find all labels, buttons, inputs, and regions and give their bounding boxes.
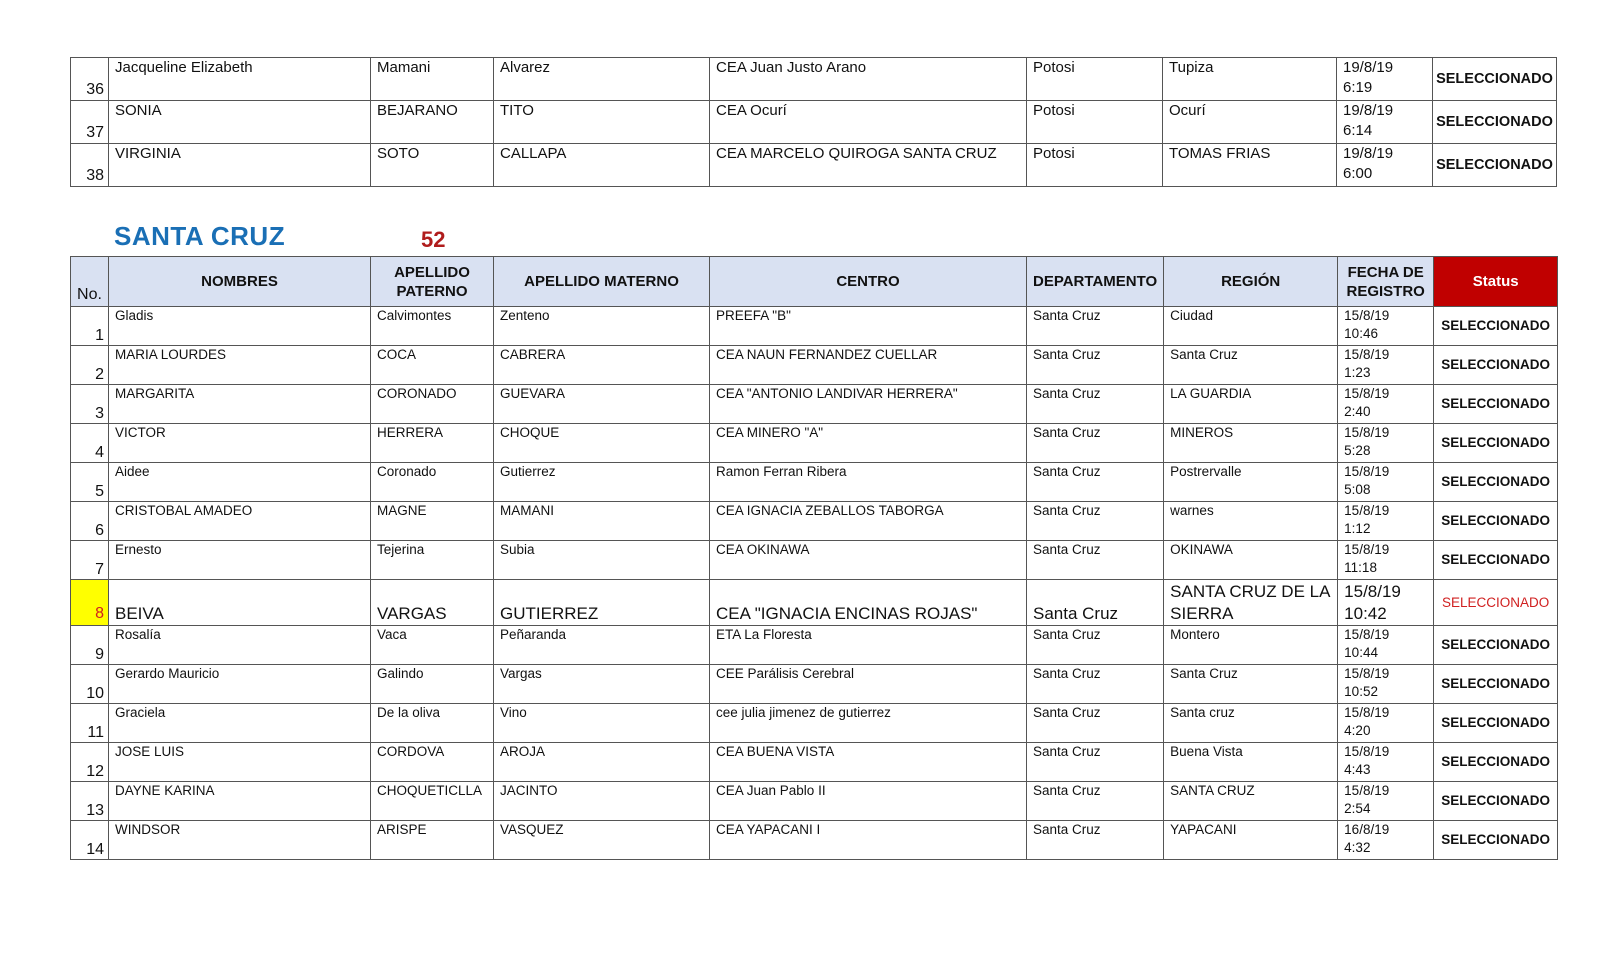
table-row [71, 307, 1558, 346]
cell-no: 13 [71, 782, 109, 821]
fecha-date: 19/8/19 [1343, 145, 1394, 162]
cell-apellido-paterno: BEJARANO [371, 101, 494, 144]
cell-fecha-registro [1338, 665, 1434, 704]
cell-centro: CEA MINERO "A" [710, 424, 1027, 463]
header-nombres: NOMBRES [109, 257, 371, 307]
cell-no: 38 [71, 144, 109, 187]
cell-fecha-registro [1338, 704, 1434, 743]
table-row [71, 665, 1558, 704]
cell-region: Ciudad [1164, 307, 1338, 346]
table-row [71, 821, 1558, 860]
cell-region: Santa Cruz [1164, 346, 1338, 385]
fecha-time: 6:00 [1343, 165, 1373, 182]
fecha-time: 2:40 [1344, 404, 1371, 419]
table-row [71, 580, 1558, 626]
cell-fecha-registro [1338, 463, 1434, 502]
table-row [71, 541, 1558, 580]
cell-status: SELECCIONADO [1434, 626, 1558, 665]
fecha-date: 15/8/19 [1344, 627, 1390, 642]
cell-region: MINEROS [1164, 424, 1338, 463]
header-centro: CENTRO [710, 257, 1027, 307]
cell-apellido-paterno: Coronado [371, 463, 494, 502]
fecha-time: 10:52 [1344, 684, 1378, 699]
cell-region: Postrervalle [1164, 463, 1338, 502]
table-row [71, 743, 1558, 782]
cell-apellido-materno: VASQUEZ [494, 821, 710, 860]
cell-fecha-registro [1338, 385, 1434, 424]
table-row [71, 704, 1558, 743]
cell-no: 36 [71, 58, 109, 101]
cell-no: 8 [71, 580, 109, 626]
cell-nombres: VIRGINIA [109, 144, 371, 187]
cell-apellido-paterno: CHOQUETICLLA [371, 782, 494, 821]
cell-apellido-materno: GUEVARA [494, 385, 710, 424]
cell-apellido-materno: CABRERA [494, 346, 710, 385]
cell-centro: CEA Juan Justo Arano [710, 58, 1027, 101]
cell-apellido-materno: AROJA [494, 743, 710, 782]
table-row [71, 463, 1558, 502]
fecha-date: 19/8/19 [1343, 102, 1394, 119]
cell-apellido-materno: MAMANI [494, 502, 710, 541]
cell-region: YAPACANI [1164, 821, 1338, 860]
cell-centro: ETA La Floresta [710, 626, 1027, 665]
fecha-date: 15/8/19 [1344, 666, 1390, 681]
cell-nombres: MARIA LOURDES [109, 346, 371, 385]
fecha-date: 15/8/19 [1344, 425, 1390, 440]
cell-nombres: SONIA [109, 101, 371, 144]
cell-departamento: Santa Cruz [1027, 782, 1164, 821]
cell-status: SELECCIONADO [1433, 144, 1557, 187]
cell-apellido-paterno: De la oliva [371, 704, 494, 743]
cell-no: 5 [71, 463, 109, 502]
cell-departamento: Santa Cruz [1027, 346, 1164, 385]
cell-departamento: Santa Cruz [1027, 385, 1164, 424]
cell-centro: CEA IGNACIA ZEBALLOS TABORGA [710, 502, 1027, 541]
cell-departamento: Santa Cruz [1027, 626, 1164, 665]
cell-centro: Ramon Ferran Ribera [710, 463, 1027, 502]
table-row [71, 346, 1558, 385]
cell-region: warnes [1164, 502, 1338, 541]
cell-apellido-paterno: CORONADO [371, 385, 494, 424]
cell-fecha-registro [1337, 101, 1433, 144]
fecha-time: 5:08 [1344, 482, 1371, 497]
cell-status: SELECCIONADO [1434, 541, 1558, 580]
header-fecha-line2: REGISTRO [1346, 282, 1425, 300]
fecha-date: 15/8/19 [1344, 783, 1390, 798]
cell-status: SELECCIONADO [1434, 743, 1558, 782]
cell-centro: CEA Ocurí [710, 101, 1027, 144]
santa-cruz-table-body [71, 307, 1558, 860]
header-fecha-registro [1338, 257, 1434, 307]
cell-no: 11 [71, 704, 109, 743]
cell-departamento: Santa Cruz [1027, 704, 1164, 743]
cell-region: Buena Vista [1164, 743, 1338, 782]
cell-fecha-registro [1338, 424, 1434, 463]
fecha-date: 15/8/19 [1344, 308, 1390, 323]
cell-apellido-materno: Peñaranda [494, 626, 710, 665]
cell-region: OKINAWA [1164, 541, 1338, 580]
cell-apellido-paterno: MAGNE [371, 502, 494, 541]
cell-apellido-materno: CHOQUE [494, 424, 710, 463]
header-fecha-line1: FECHA DE [1347, 263, 1424, 281]
cell-fecha-registro [1338, 541, 1434, 580]
cell-no: 10 [71, 665, 109, 704]
fecha-date: 16/8/19 [1344, 822, 1390, 837]
cell-centro: CEA BUENA VISTA [710, 743, 1027, 782]
cell-apellido-materno: Subia [494, 541, 710, 580]
cell-centro: cee julia jimenez de gutierrez [710, 704, 1027, 743]
cell-fecha-registro [1338, 626, 1434, 665]
fecha-date: 15/8/19 [1344, 386, 1390, 401]
header-apellido-paterno [371, 257, 494, 307]
fecha-date: 15/8/19 [1344, 347, 1390, 362]
cell-nombres: Jacqueline Elizabeth [109, 58, 371, 101]
cell-apellido-paterno: Tejerina [371, 541, 494, 580]
table-row [71, 626, 1558, 665]
fecha-time: 4:43 [1344, 762, 1371, 777]
cell-centro: PREEFA "B" [710, 307, 1027, 346]
table-row [71, 58, 1557, 101]
fecha-time: 1:12 [1344, 521, 1371, 536]
cell-apellido-materno: GUTIERREZ [494, 580, 710, 626]
cell-fecha-registro [1338, 782, 1434, 821]
cell-no: 1 [71, 307, 109, 346]
cell-departamento: Santa Cruz [1027, 743, 1164, 782]
fecha-time: 6:14 [1343, 122, 1373, 139]
cell-status: SELECCIONADO [1434, 502, 1558, 541]
cell-region: LA GUARDIA [1164, 385, 1338, 424]
fecha-time: 1:23 [1344, 365, 1371, 380]
cell-departamento: Potosi [1027, 58, 1163, 101]
cell-no: 7 [71, 541, 109, 580]
cell-nombres: Gladis [109, 307, 371, 346]
cell-region: SANTA CRUZ DE LA SIERRA [1164, 580, 1338, 626]
cell-departamento: Potosi [1027, 101, 1163, 144]
cell-nombres: JOSE LUIS [109, 743, 371, 782]
fecha-date: 15/8/19 [1344, 744, 1390, 759]
cell-apellido-paterno: Vaca [371, 626, 494, 665]
section-title: SANTA CRUZ [114, 221, 286, 251]
cell-centro: CEA "ANTONIO LANDIVAR HERRERA" [710, 385, 1027, 424]
cell-fecha-registro [1337, 144, 1433, 187]
cell-no: 4 [71, 424, 109, 463]
cell-no: 3 [71, 385, 109, 424]
fecha-date: 15/8/19 [1344, 464, 1390, 479]
cell-region: Santa Cruz [1164, 665, 1338, 704]
potosi-table-body [71, 58, 1557, 187]
cell-centro: CEE Parálisis Cerebral [710, 665, 1027, 704]
cell-fecha-registro [1338, 580, 1434, 626]
cell-departamento: Santa Cruz [1027, 463, 1164, 502]
fecha-date: 15/8/19 [1344, 503, 1390, 518]
cell-fecha-registro [1338, 502, 1434, 541]
cell-fecha-registro [1338, 821, 1434, 860]
cell-region: Tupiza [1163, 58, 1337, 101]
header-apellido-paterno-line2: PATERNO [396, 282, 468, 300]
cell-centro: CEA "IGNACIA ENCINAS ROJAS" [710, 580, 1027, 626]
cell-nombres: WINDSOR [109, 821, 371, 860]
cell-nombres: Gerardo Mauricio [109, 665, 371, 704]
cell-nombres: CRISTOBAL AMADEO [109, 502, 371, 541]
header-status: Status [1434, 257, 1558, 307]
header-no: No. [71, 257, 109, 307]
fecha-date: 15/8/19 [1344, 582, 1401, 601]
cell-no: 2 [71, 346, 109, 385]
cell-apellido-materno: JACINTO [494, 782, 710, 821]
table-header-row [71, 257, 1558, 307]
cell-apellido-paterno: Galindo [371, 665, 494, 704]
cell-fecha-registro [1338, 743, 1434, 782]
cell-apellido-paterno: ARISPE [371, 821, 494, 860]
cell-departamento: Santa Cruz [1027, 665, 1164, 704]
cell-status: SELECCIONADO [1434, 424, 1558, 463]
cell-departamento: Potosi [1027, 144, 1163, 187]
cell-status: SELECCIONADO [1434, 782, 1558, 821]
cell-departamento: Santa Cruz [1027, 502, 1164, 541]
fecha-time: 6:19 [1343, 79, 1373, 96]
fecha-time: 2:54 [1344, 801, 1371, 816]
section-count: 52 [421, 227, 446, 252]
cell-nombres: BEIVA [109, 580, 371, 626]
cell-nombres: VICTOR [109, 424, 371, 463]
cell-apellido-materno: Vino [494, 704, 710, 743]
cell-nombres: Rosalía [109, 626, 371, 665]
fecha-date: 15/8/19 [1344, 705, 1390, 720]
cell-region: Montero [1164, 626, 1338, 665]
cell-apellido-materno: TITO [494, 101, 710, 144]
cell-departamento: Santa Cruz [1027, 307, 1164, 346]
cell-departamento: Santa Cruz [1027, 821, 1164, 860]
fecha-time: 10:46 [1344, 326, 1378, 341]
cell-status: SELECCIONADO [1434, 385, 1558, 424]
cell-apellido-paterno: SOTO [371, 144, 494, 187]
table-row [71, 144, 1557, 187]
cell-apellido-paterno: HERRERA [371, 424, 494, 463]
cell-status: SELECCIONADO [1434, 821, 1558, 860]
cell-apellido-materno: Zenteno [494, 307, 710, 346]
cell-status: SELECCIONADO [1434, 307, 1558, 346]
cell-centro: CEA Juan Pablo II [710, 782, 1027, 821]
cell-apellido-paterno: CORDOVA [371, 743, 494, 782]
santa-cruz-table [70, 256, 1558, 860]
cell-region: Santa cruz [1164, 704, 1338, 743]
cell-region: SANTA CRUZ [1164, 782, 1338, 821]
fecha-time: 5:28 [1344, 443, 1371, 458]
cell-centro: CEA MARCELO QUIROGA SANTA CRUZ [710, 144, 1027, 187]
potosi-table-continuation [70, 57, 1557, 187]
fecha-time: 10:44 [1344, 645, 1378, 660]
cell-departamento: Santa Cruz [1027, 580, 1164, 626]
cell-nombres: Ernesto [109, 541, 371, 580]
fecha-time: 4:20 [1344, 723, 1371, 738]
cell-apellido-materno: Gutierrez [494, 463, 710, 502]
cell-apellido-paterno: VARGAS [371, 580, 494, 626]
fecha-date: 19/8/19 [1343, 59, 1394, 76]
cell-no: 9 [71, 626, 109, 665]
cell-centro: CEA YAPACANI I [710, 821, 1027, 860]
cell-apellido-paterno: COCA [371, 346, 494, 385]
cell-departamento: Santa Cruz [1027, 541, 1164, 580]
cell-nombres: Aidee [109, 463, 371, 502]
cell-status: SELECCIONADO [1434, 463, 1558, 502]
cell-centro: CEA NAUN FERNANDEZ CUELLAR [710, 346, 1027, 385]
cell-no: 37 [71, 101, 109, 144]
fecha-date: 15/8/19 [1344, 542, 1390, 557]
table-row [71, 502, 1558, 541]
cell-no: 6 [71, 502, 109, 541]
cell-apellido-materno: CALLAPA [494, 144, 710, 187]
cell-status: SELECCIONADO [1434, 704, 1558, 743]
cell-apellido-materno: Alvarez [494, 58, 710, 101]
cell-apellido-materno: Vargas [494, 665, 710, 704]
cell-fecha-registro [1338, 307, 1434, 346]
cell-region: Ocurí [1163, 101, 1337, 144]
table-row [71, 424, 1558, 463]
table-row [71, 782, 1558, 821]
fecha-time: 10:42 [1344, 604, 1387, 623]
header-region: REGIÓN [1164, 257, 1338, 307]
cell-status: SELECCIONADO [1433, 58, 1557, 101]
header-apellido-paterno-line1: APELLIDO [394, 263, 470, 281]
cell-no: 14 [71, 821, 109, 860]
cell-nombres: Graciela [109, 704, 371, 743]
cell-status: SELECCIONADO [1434, 346, 1558, 385]
cell-apellido-paterno: Mamani [371, 58, 494, 101]
fecha-time: 4:32 [1344, 840, 1371, 855]
header-apellido-materno: APELLIDO MATERNO [494, 257, 710, 307]
table-row [71, 101, 1557, 144]
cell-no: 12 [71, 743, 109, 782]
fecha-time: 11:18 [1344, 560, 1377, 575]
cell-status: SELECCIONADO [1434, 665, 1558, 704]
cell-nombres: DAYNE KARINA [109, 782, 371, 821]
cell-centro: CEA OKINAWA [710, 541, 1027, 580]
cell-nombres: MARGARITA [109, 385, 371, 424]
cell-fecha-registro [1337, 58, 1433, 101]
cell-fecha-registro [1338, 346, 1434, 385]
header-departamento: DEPARTAMENTO [1027, 257, 1164, 307]
cell-status: SELECCIONADO [1433, 101, 1557, 144]
cell-departamento: Santa Cruz [1027, 424, 1164, 463]
cell-status: SELECCIONADO [1434, 580, 1558, 626]
cell-apellido-paterno: Calvimontes [371, 307, 494, 346]
cell-region: TOMAS FRIAS [1163, 144, 1337, 187]
table-row [71, 385, 1558, 424]
